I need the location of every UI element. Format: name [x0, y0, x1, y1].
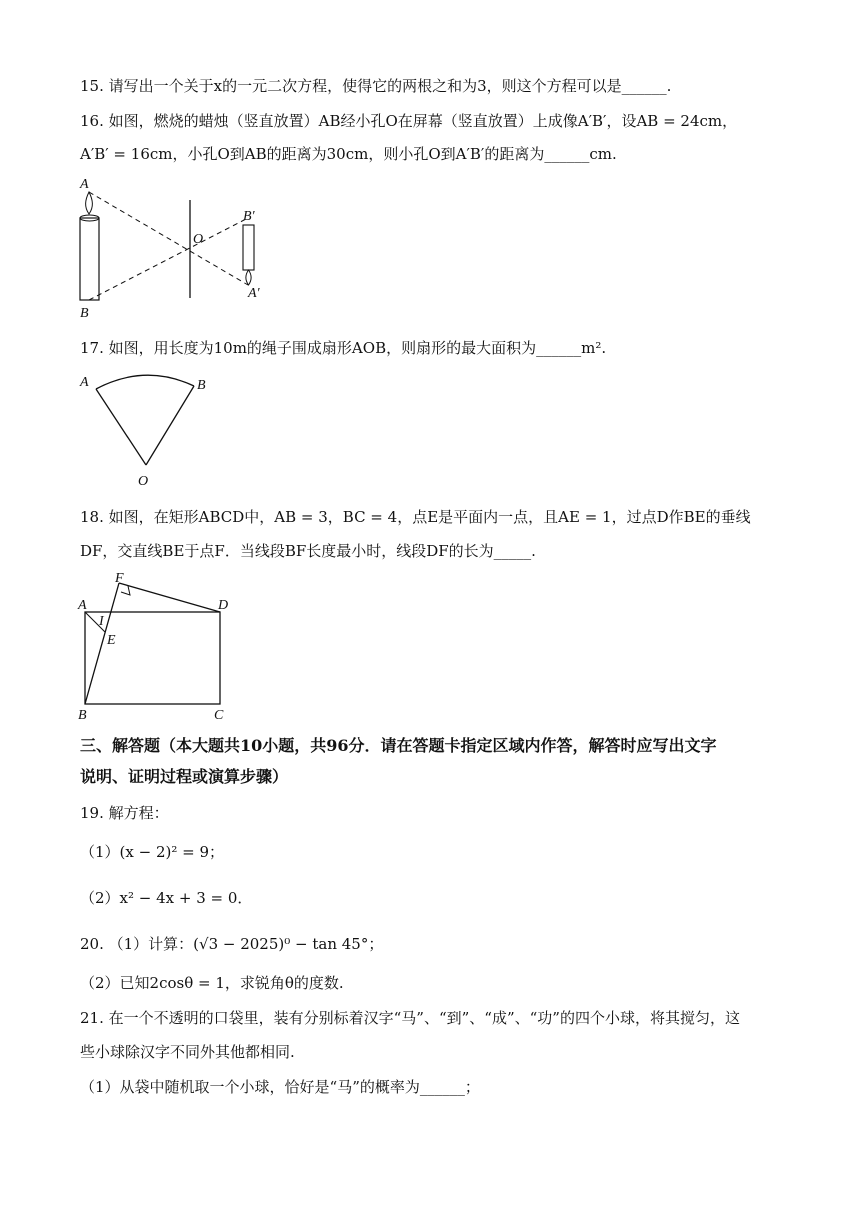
sector-label-a: A	[80, 375, 89, 390]
sector-radius-ob	[146, 386, 194, 465]
question-19-title: 19. 解方程：	[80, 804, 169, 822]
question-21-line-2: 些小球除汉字不同外其他都相同.	[80, 1043, 295, 1061]
candle-pinhole-figure	[79, 177, 261, 321]
question-19-part-2: （2）x² − 4x + 3 = 0．	[80, 889, 253, 907]
section-3-heading-line-2: 说明、证明过程或演算步骤）	[80, 767, 289, 786]
question-21-part-1: （1）从袋中随机取一个小球，恰好是“马”的概率为______；	[80, 1078, 480, 1096]
ray-b	[89, 218, 248, 300]
sector-radius-oa	[96, 389, 146, 465]
question-20-part-1: 20. （1）计算：(√3 − 2025)⁰ − tan 45°；	[80, 935, 384, 953]
question-18-line-1: 18. 如图，在矩形ABCD中，AB = 3，BC = 4，点E是平面内一点，且AE = 1，过点D作BE的垂线	[80, 508, 751, 526]
label-a: A	[80, 177, 89, 192]
question-15: 15. 请写出一个关于x的一元二次方程，使得它的两根之和为3，则这个方程可以是______.	[80, 77, 672, 95]
rect-label-e: E	[107, 633, 116, 648]
sector-label-o: O	[138, 474, 149, 489]
sector-arc	[96, 375, 194, 389]
question-17: 17. 如图，用长度为10m的绳子围成扇形AOB，则扇形的最大面积为______m².	[80, 339, 607, 357]
sector-figure	[79, 375, 206, 489]
rectangle-figure	[77, 571, 228, 723]
rectangle-abcd	[85, 612, 220, 704]
question-16-line-2: A′B′ = 16cm，小孔O到AB的距离为30cm，则小孔O到A′B′的距离为______cm.	[80, 145, 617, 163]
rect-label-f: F	[115, 571, 124, 586]
rect-label-c: C	[214, 708, 224, 723]
image-candle	[243, 225, 254, 270]
candle-body	[80, 218, 99, 300]
question-19-part-1: （1）(x − 2)² = 9；	[80, 843, 225, 861]
question-20-part-2: （2）已知2cosθ = 1，求锐角θ的度数.	[80, 974, 344, 992]
image-flame-icon	[246, 270, 251, 285]
line-fd	[119, 583, 220, 612]
ray-a	[89, 192, 248, 285]
label-b: B	[80, 306, 89, 321]
sector-label-b: B	[197, 378, 206, 393]
rect-label-i: I	[99, 614, 104, 629]
question-18-line-2: DF，交直线BE于点F．当线段BF长度最小时，线段DF的长为_____.	[80, 542, 536, 560]
rect-label-b: B	[78, 708, 87, 723]
question-16-line-1: 16. 如图，燃烧的蜡烛（竖直放置）AB经小孔O在屏幕（竖直放置）上成像A′B′，设AB = 24cm，	[80, 112, 738, 130]
rect-label-d: D	[218, 598, 229, 613]
section-3-heading-line-1: 三、解答题（本大题共10小题，共96分．请在答题卡指定区域内作答，解答时应写出文字	[80, 736, 717, 755]
candle-flame-icon	[86, 192, 93, 214]
rect-label-a: A	[78, 598, 87, 613]
right-angle-mark	[121, 586, 130, 595]
question-21-line-1: 21. 在一个不透明的口袋里，装有分别标着汉字“马”、“到”、“成”、“功”的四个小球，将其搅匀，这	[80, 1009, 740, 1027]
label-o: O	[193, 232, 204, 247]
label-b-prime: B′	[243, 209, 255, 224]
label-a-prime: A′	[248, 286, 260, 301]
